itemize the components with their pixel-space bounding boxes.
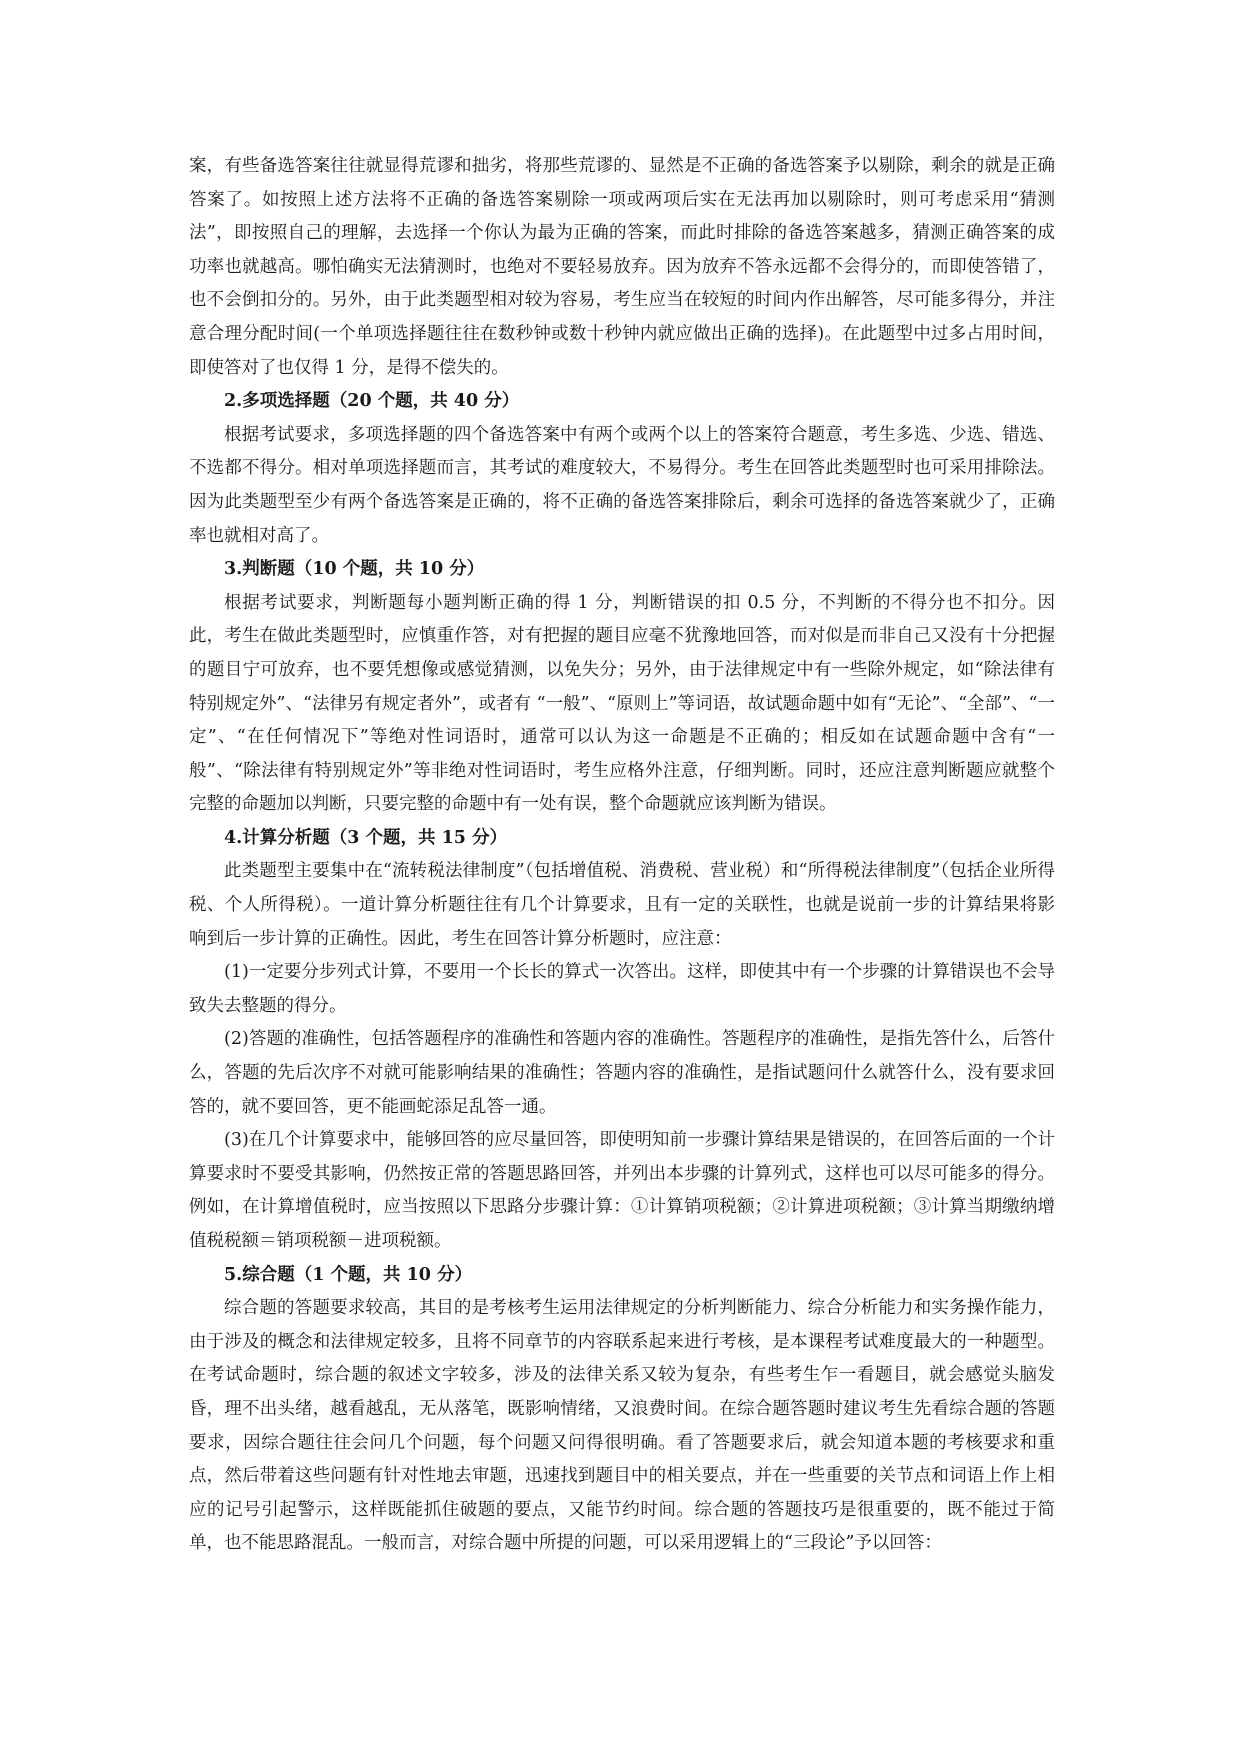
paragraph-multiple-choice: 根据考试要求，多项选择题的四个备选答案中有两个或两个以上的答案符合题意，考生多选、少选、错选、不选都不得分。相对单项选择题而言，其考试的难度较大，不易得分。考生在回答此类题型时也可采用排除法。因为此类题型至少有两个备选答案是正确的，将不正确的备选答案排除后，剩余可选择的备选答案就少了，正确率也就相对高了。 (189, 424, 1055, 546)
paragraph-comprehensive: 综合题的答题要求较高，其目的是考核考生运用法律规定的分析判断能力、综合分析能力和实务操作能力，由于涉及的概念和法律规定较多，且将不同章节的内容联系起来进行考核，是本课程考试难度最大的一种题型。在考试命题时，综合题的叙述文字较多，涉及的法律关系又较为复杂，有些考生乍一看题目，就会感觉头脑发昏，理不出头绪，越看越乱，无从落笔，既影响情绪，又浪费时间。在综合题答题时建议考生先看综合题的答题要求，因综合题往往会问几个问题，每个问题又问得很明确。看了答题要求后，就会知道本题的考核要求和重点，然后带着这些问题有针对性地去审题，迅速找到题目中的相关要点，并在一些重要的关节点和词语上作上相应的记号引起警示，这样既能抓住破题的要点，又能节约时间。综合题的答题技巧是很重要的，既不能过于简单，也不能思路混乱。一般而言，对综合题中所提的问题，可以采用逻辑上的“三段论”予以回答： (189, 1298, 1055, 1554)
heading-calculation-analysis: 4.计算分析题（3 个题，共 15 分） (224, 827, 508, 848)
paragraph-calculation-point-3: (3)在几个计算要求中，能够回答的应尽量回答，即使明知前一步骤计算结果是错误的，在回答后面的一个计算要求时不要受其影响，仍然按正常的答题思路回答，并列出本步骤的计算列式，这样也可以尽可能多的得分。例如，在计算增值税时，应当按照以下思路分步骤计算：①计算销项税额；②计算进项税额；③计算当期缴纳增值税税额＝销项税额－进项税额。 (189, 1130, 1055, 1251)
heading-multiple-choice: 2.多项选择题（20 个题，共 40 分） (224, 391, 520, 412)
heading-comprehensive: 5.综合题（1 个题，共 10 分） (224, 1264, 473, 1285)
paragraph-calculation-point-1: (1)一定要分步列式计算，不要用一个长长的算式一次答出。这样，即使其中有一个步骤的计算错误也不会导致失去整题的得分。 (189, 962, 1055, 1016)
paragraph-calculation-analysis: 此类题型主要集中在“流转税法律制度”（包括增值税、消费税、营业税）和“所得税法律制度”（包括企业所得税、个人所得税）。一道计算分析题往往有几个计算要求，且有一定的关联性，也就是说前一步的计算结果将影响到后一步计算的正确性。因此，考生在回答计算分析题时，应注意： (189, 861, 1055, 949)
document-page (189, 150, 1055, 1561)
paragraph-true-false: 根据考试要求，判断题每小题判断正确的得 1 分，判断错误的扣 0.5 分，不判断的不得分也不扣分。因此，考生在做此类题型时，应慎重作答，对有把握的题目应毫不犹豫地回答，而对似是而非自己又没有十分把握的题目宁可放弃，也不要凭想像或感觉猜测，以免失分；另外，由于法律规定中有一些除外规定，如“除法律有特别规定外”、“法律另有规定者外”，或者有 “一般”、“原则上”等词语，故试题命题中如有“无论”、“全部”、“一定”、“在任何情况下”等绝对性词语时，通常可以认为这一命题是不正确的；相反如在试题命题中含有“一般”、“除法律有特别规定外”等非绝对性词语时，考生应格外注意，仔细判断。同时，还应注意判断题应就整个完整的命题加以判断，只要完整的命题中有一处有误，整个命题就应该判断为错误。 (189, 592, 1055, 815)
paragraph-single-choice-tips: 案，有些备选答案往往就显得荒谬和拙劣，将那些荒谬的、显然是不正确的备选答案予以剔除，剩余的就是正确答案了。如按照上述方法将不正确的备选答案剔除一项或两项后实在无法再加以剔除时，则可考虑采用“猜测法”，即按照自己的理解，去选择一个你认为最为正确的答案，而此时排除的备选答案越多，猜测正确答案的成功率也就越高。哪怕确实无法猜测时，也绝对不要轻易放弃。因为放弃不答永远都不会得分的，而即使答错了，也不会倒扣分的。另外，由于此类题型相对较为容易，考生应当在较短的时间内作出解答，尽可能多得分，并注意合理分配时间(一个单项选择题往往在数秒钟或数十秒钟内就应做出正确的选择)。在此题型中过多占用时间，即使答对了也仅得 1 分，是得不偿失的。 (189, 156, 1055, 378)
heading-true-false: 3.判断题（10 个题，共 10 分） (224, 559, 485, 580)
paragraph-calculation-point-2: (2)答题的准确性，包括答题程序的准确性和答题内容的准确性。答题程序的准确性，是指先答什么，后答什么，答题的先后次序不对就可能影响结果的准确性；答题内容的准确性，是指试题问什么就答什么，没有要求回答的，就不要回答，更不能画蛇添足乱答一通。 (189, 1029, 1055, 1117)
